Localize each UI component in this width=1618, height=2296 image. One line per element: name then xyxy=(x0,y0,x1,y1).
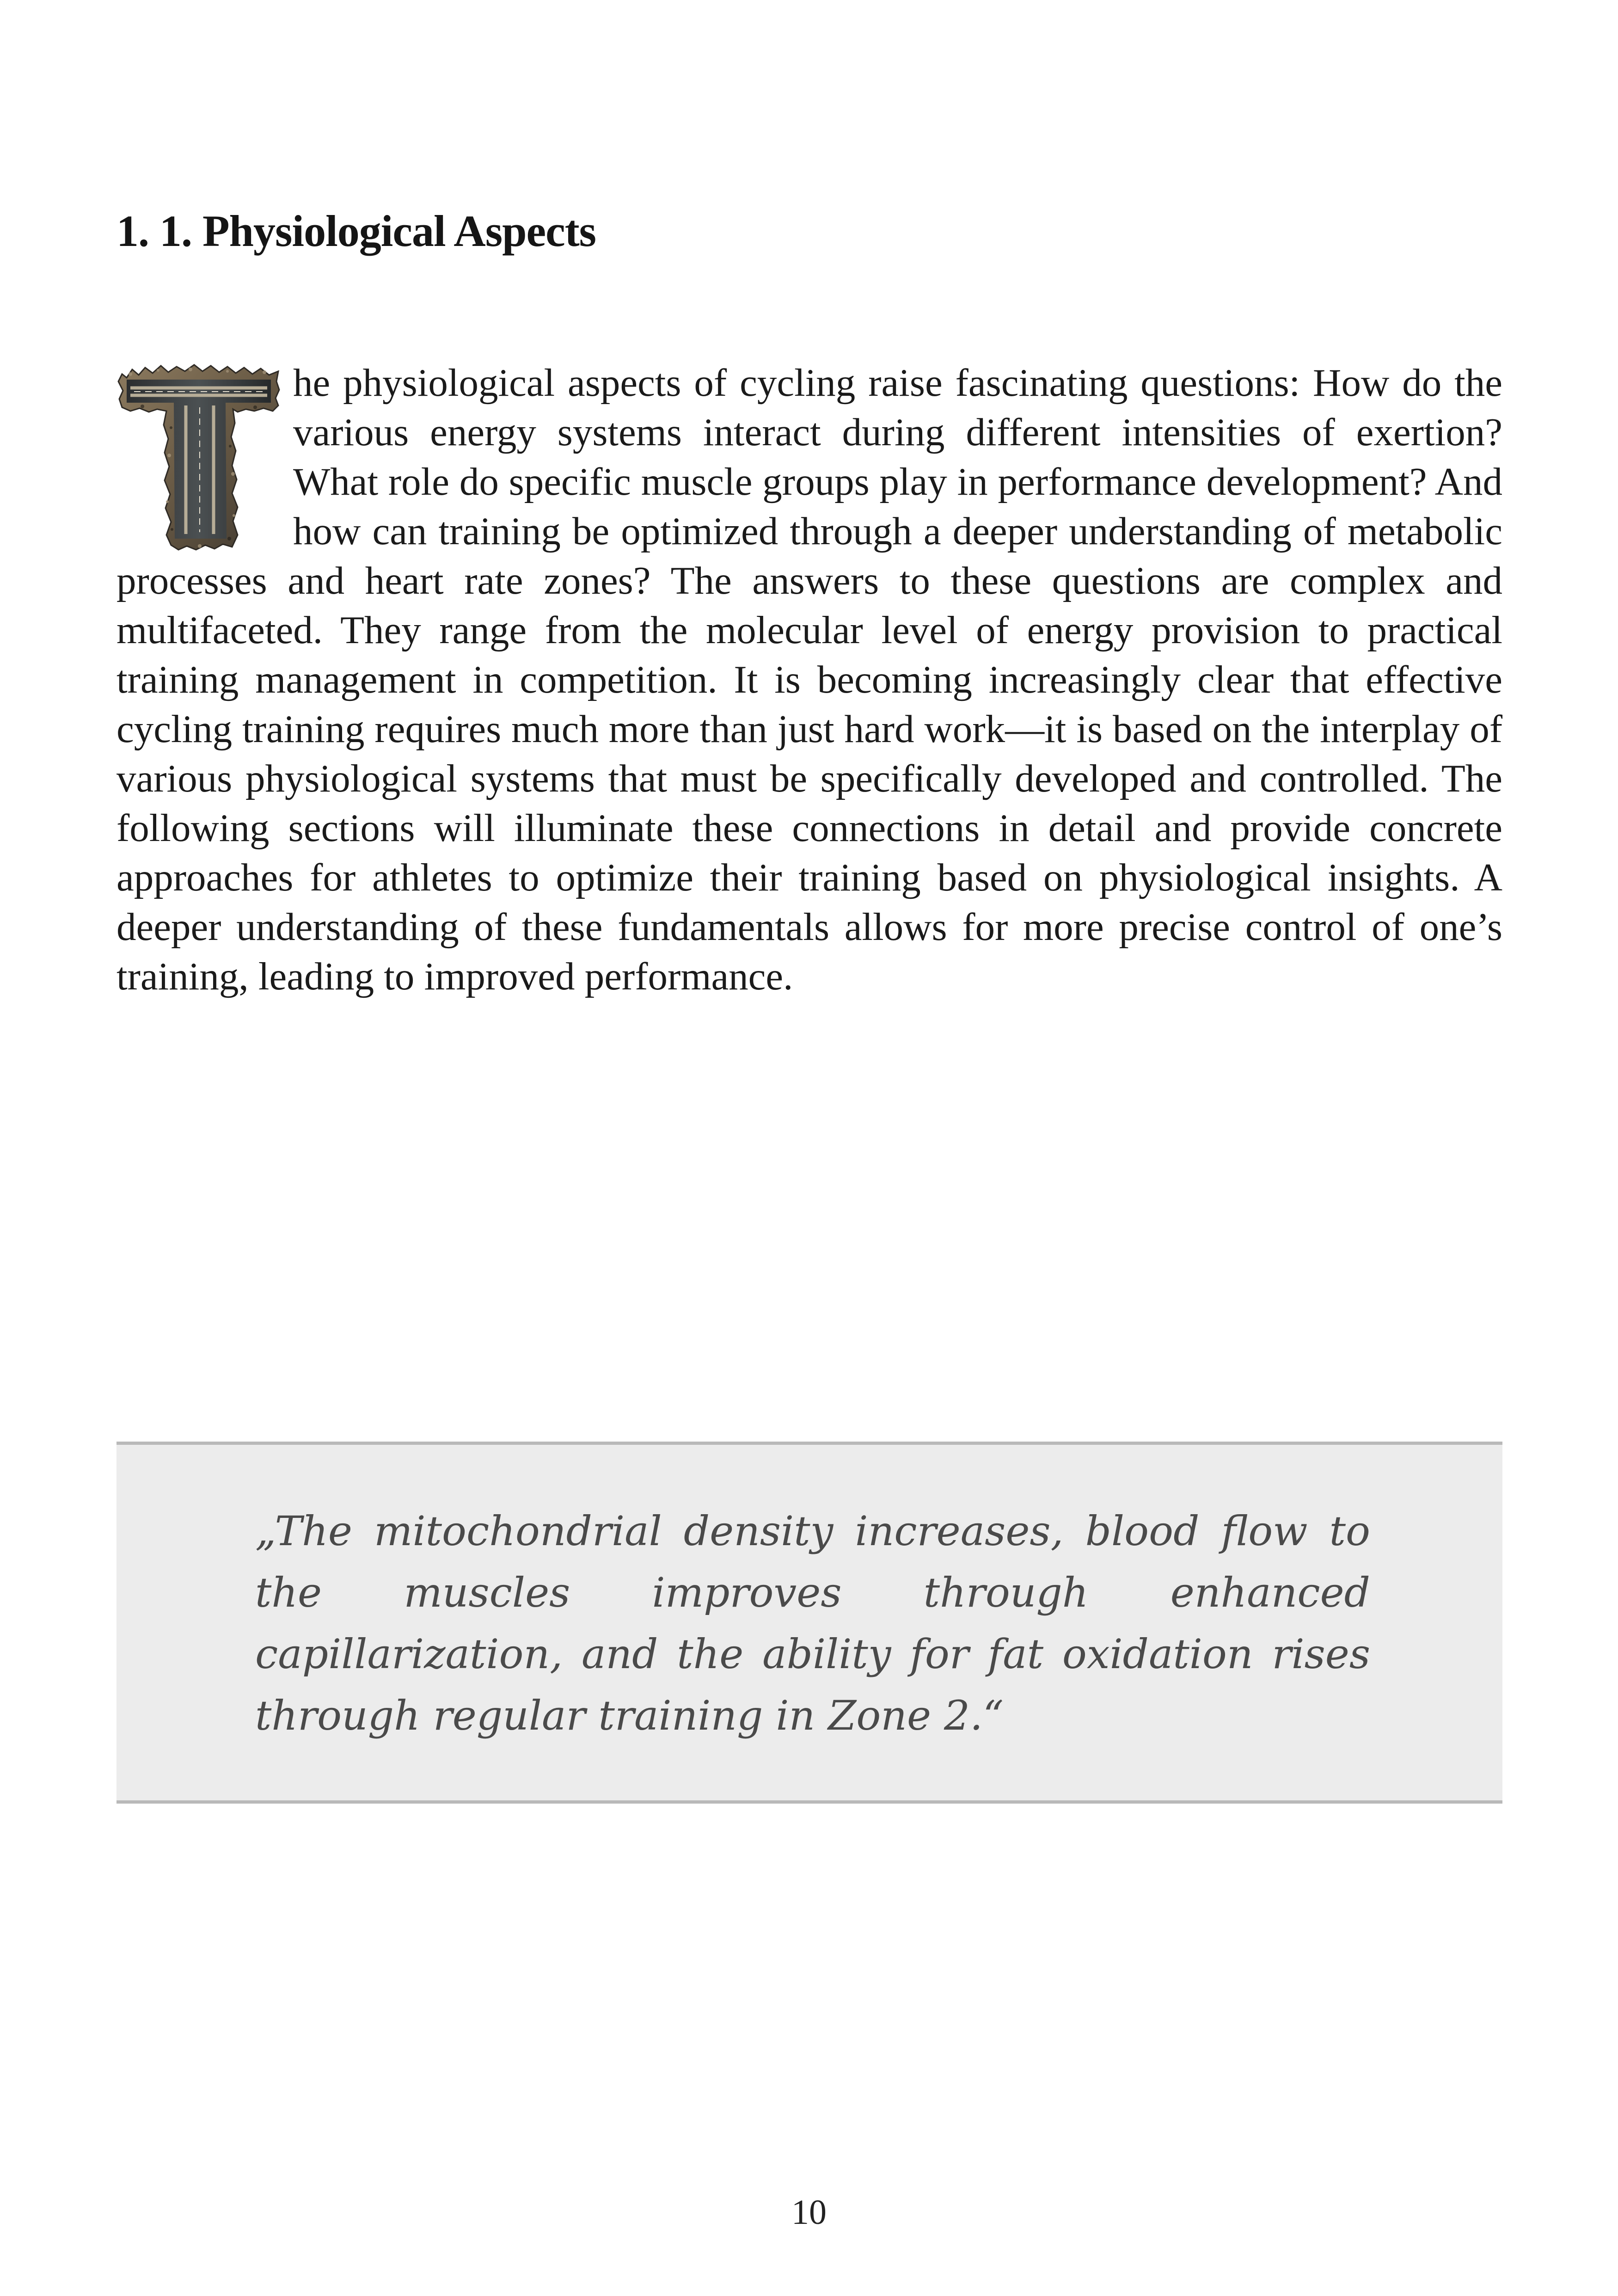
intro-paragraph-text: he physiological aspects of cycling raise fascinating questions: How do the various energy systems interact during different intensities of exertion? What role do specific muscle groups play in performance development? And how can training be optimized through a deeper understanding of metabolic processes and heart rate zones? The answers to these questions are complex and multifaceted. They range from the molecular level of energy provision to practical training management in competition. It is becoming increasingly clear that effective cycling training requires much more than just hard work—it is based on the interplay of various physiological systems that must be specifically developed and controlled. The following sections will illuminate these connections in detail and provide concrete approaches for athletes to optimize their training based on physiological insights. A deeper understanding of these fundamentals allows for more precise control of one’s training, leading to improved performance. xyxy=(116,361,1502,998)
intro-paragraph xyxy=(116,358,1502,1001)
page-number: 10 xyxy=(791,2193,827,2232)
pull-quote-box xyxy=(116,1442,1502,1804)
dropcap-letter-t xyxy=(116,363,281,552)
section-heading: 1. 1. Physiological Aspects xyxy=(116,206,596,256)
pull-quote-text: „The mitochondrial density increases, blood flow to the muscles improves through enhanced capillarization, and the ability for fat oxidation rises through regular training in Zone 2.“ xyxy=(255,1507,1370,1739)
